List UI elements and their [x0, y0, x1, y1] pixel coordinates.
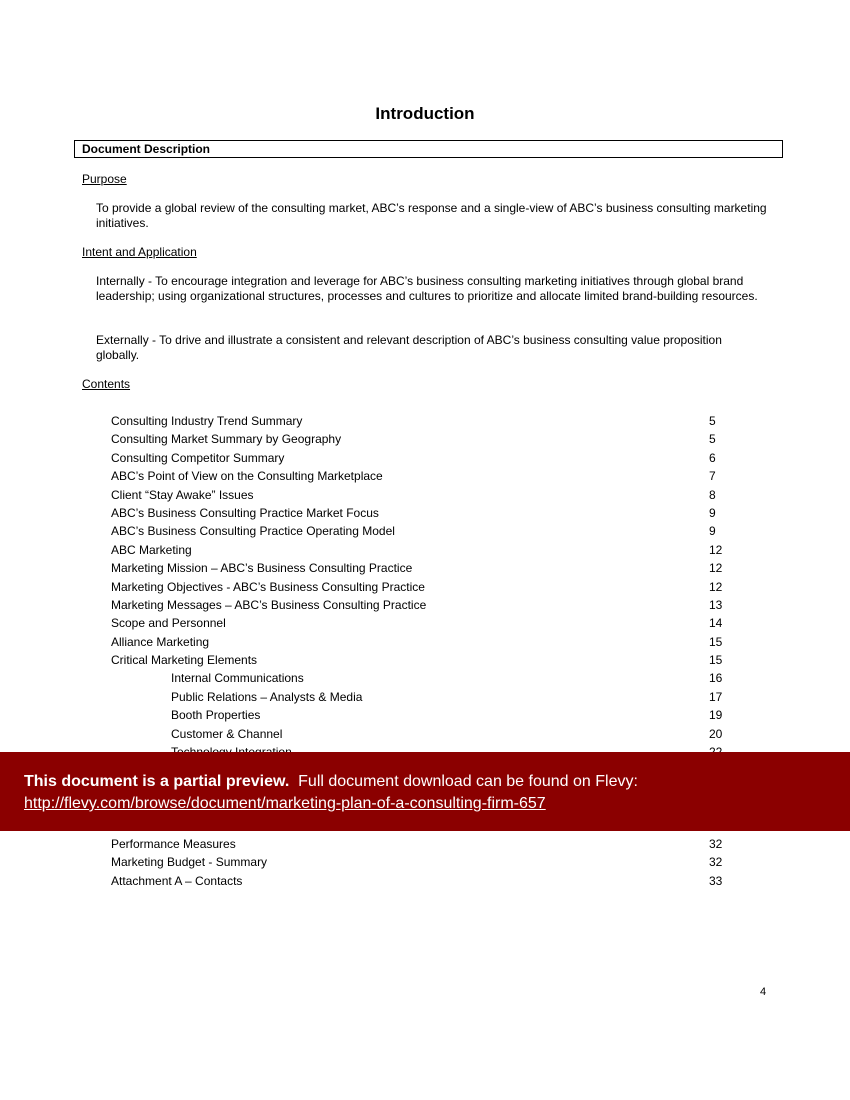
toc-subitem-page: 16	[709, 671, 723, 686]
toc-item-title: Critical Marketing Elements	[111, 653, 258, 668]
toc-item-page: 12	[709, 579, 723, 594]
toc-item-title: Consulting Market Summary by Geography	[111, 432, 342, 447]
intent-heading: Intent and Application	[82, 245, 197, 259]
toc-item-page: 7	[709, 469, 716, 484]
toc-subitem	[0, 669, 850, 687]
toc-subitem-page: 20	[709, 726, 723, 741]
toc-subitem	[0, 706, 850, 724]
preview-notice-bold: This document is a partial preview.	[24, 773, 290, 790]
preview-notice-text: Full document download can be found on Flevy:	[298, 773, 638, 790]
page-number: 4	[760, 986, 767, 998]
toc-subitem-title: Public Relations – Analysts & Media	[171, 689, 363, 704]
flevy-download-link[interactable]: http://flevy.com/browse/document/marketing-plan-of-a-consulting-firm-657	[24, 795, 546, 812]
toc-item	[0, 633, 850, 651]
toc-item-page: 5	[709, 432, 716, 447]
toc-item	[0, 412, 850, 430]
contents-heading: Contents	[82, 377, 131, 391]
toc-item-page: 13	[709, 597, 723, 612]
toc-item-title: Client “Stay Awake” Issues	[111, 487, 254, 502]
partial-preview-banner	[0, 752, 850, 831]
toc-item-title: Consulting Competitor Summary	[111, 450, 285, 465]
toc-item	[0, 430, 850, 448]
toc-item-title: Marketing Budget - Summary	[111, 855, 268, 870]
toc-item	[0, 872, 850, 890]
toc-item-page: 32	[709, 855, 723, 870]
toc-item	[0, 504, 850, 522]
toc-item-title: Marketing Objectives - ABC’s Business Consulting Practice	[111, 579, 425, 594]
toc-item-page: 8	[709, 487, 716, 502]
toc-subitem-title: Internal Communications	[171, 671, 304, 686]
toc-item-page: 9	[709, 505, 716, 520]
toc-item	[0, 467, 850, 485]
page-title: Introduction	[375, 104, 475, 123]
toc-subitem-page: 19	[709, 708, 723, 723]
toc-item	[0, 578, 850, 596]
toc-item-title: Marketing Mission – ABC’s Business Consulting Practice	[111, 561, 413, 576]
toc-subitem-title: Booth Properties	[171, 708, 261, 723]
toc-item-page: 12	[709, 561, 723, 576]
toc-item-page: 15	[709, 653, 723, 668]
toc-subitem	[0, 725, 850, 743]
intent-internal-text: Internally - To encourage integration and leverage for ABC’s business consulting marketing initiatives through global brand leadership; using organizational structures, processes and cultures to prioritize and allocate limited brand-building resources.	[96, 274, 758, 303]
toc-item-page: 32	[709, 837, 723, 851]
toc-item	[0, 651, 850, 669]
toc-item-page: 33	[709, 873, 723, 888]
toc-item	[0, 835, 850, 853]
toc-item-title: Scope and Personnel	[111, 616, 226, 631]
toc-item	[0, 596, 850, 614]
toc-item-title: Performance Measures	[111, 837, 236, 851]
toc-item-title: ABC’s Point of View on the Consulting Marketplace	[111, 469, 383, 484]
toc-item-title: ABC Marketing	[111, 542, 192, 557]
intent-external-text: Externally - To drive and illustrate a consistent and relevant description of ABC’s business consulting value proposition globally.	[96, 333, 722, 362]
toc-subitem	[0, 688, 850, 706]
toc-item-title: Consulting Industry Trend Summary	[111, 414, 303, 428]
toc-item-page: 12	[709, 542, 723, 557]
table-of-contents	[0, 412, 850, 761]
table-of-contents-continued	[0, 835, 850, 890]
toc-item-page: 9	[709, 524, 716, 539]
toc-subitem-page: 17	[709, 689, 723, 704]
toc-item-title: ABC’s Business Consulting Practice Operating Model	[111, 524, 395, 539]
toc-item	[0, 559, 850, 577]
toc-subitem-title: Customer & Channel	[171, 726, 283, 741]
toc-item-page: 6	[709, 450, 716, 465]
toc-item	[0, 541, 850, 559]
toc-item-title: ABC’s Business Consulting Practice Market Focus	[111, 505, 379, 520]
toc-item-title: Marketing Messages – ABC’s Business Consulting Practice	[111, 597, 427, 612]
toc-item-title: Alliance Marketing	[111, 634, 210, 649]
toc-item	[0, 486, 850, 504]
toc-item-page: 14	[709, 616, 723, 631]
toc-item	[0, 522, 850, 540]
toc-item	[0, 449, 850, 467]
toc-item-page: 5	[709, 414, 716, 428]
toc-item	[0, 614, 850, 632]
toc-item-title: Attachment A – Contacts	[111, 873, 243, 888]
toc-item-page: 15	[709, 634, 723, 649]
document-description-box: Document Description	[74, 140, 783, 158]
purpose-heading: Purpose	[82, 172, 127, 186]
toc-item	[0, 853, 850, 871]
purpose-text: To provide a global review of the consulting market, ABC’s response and a single-view of ABC’s business consulting marketing initiatives.	[96, 201, 767, 230]
